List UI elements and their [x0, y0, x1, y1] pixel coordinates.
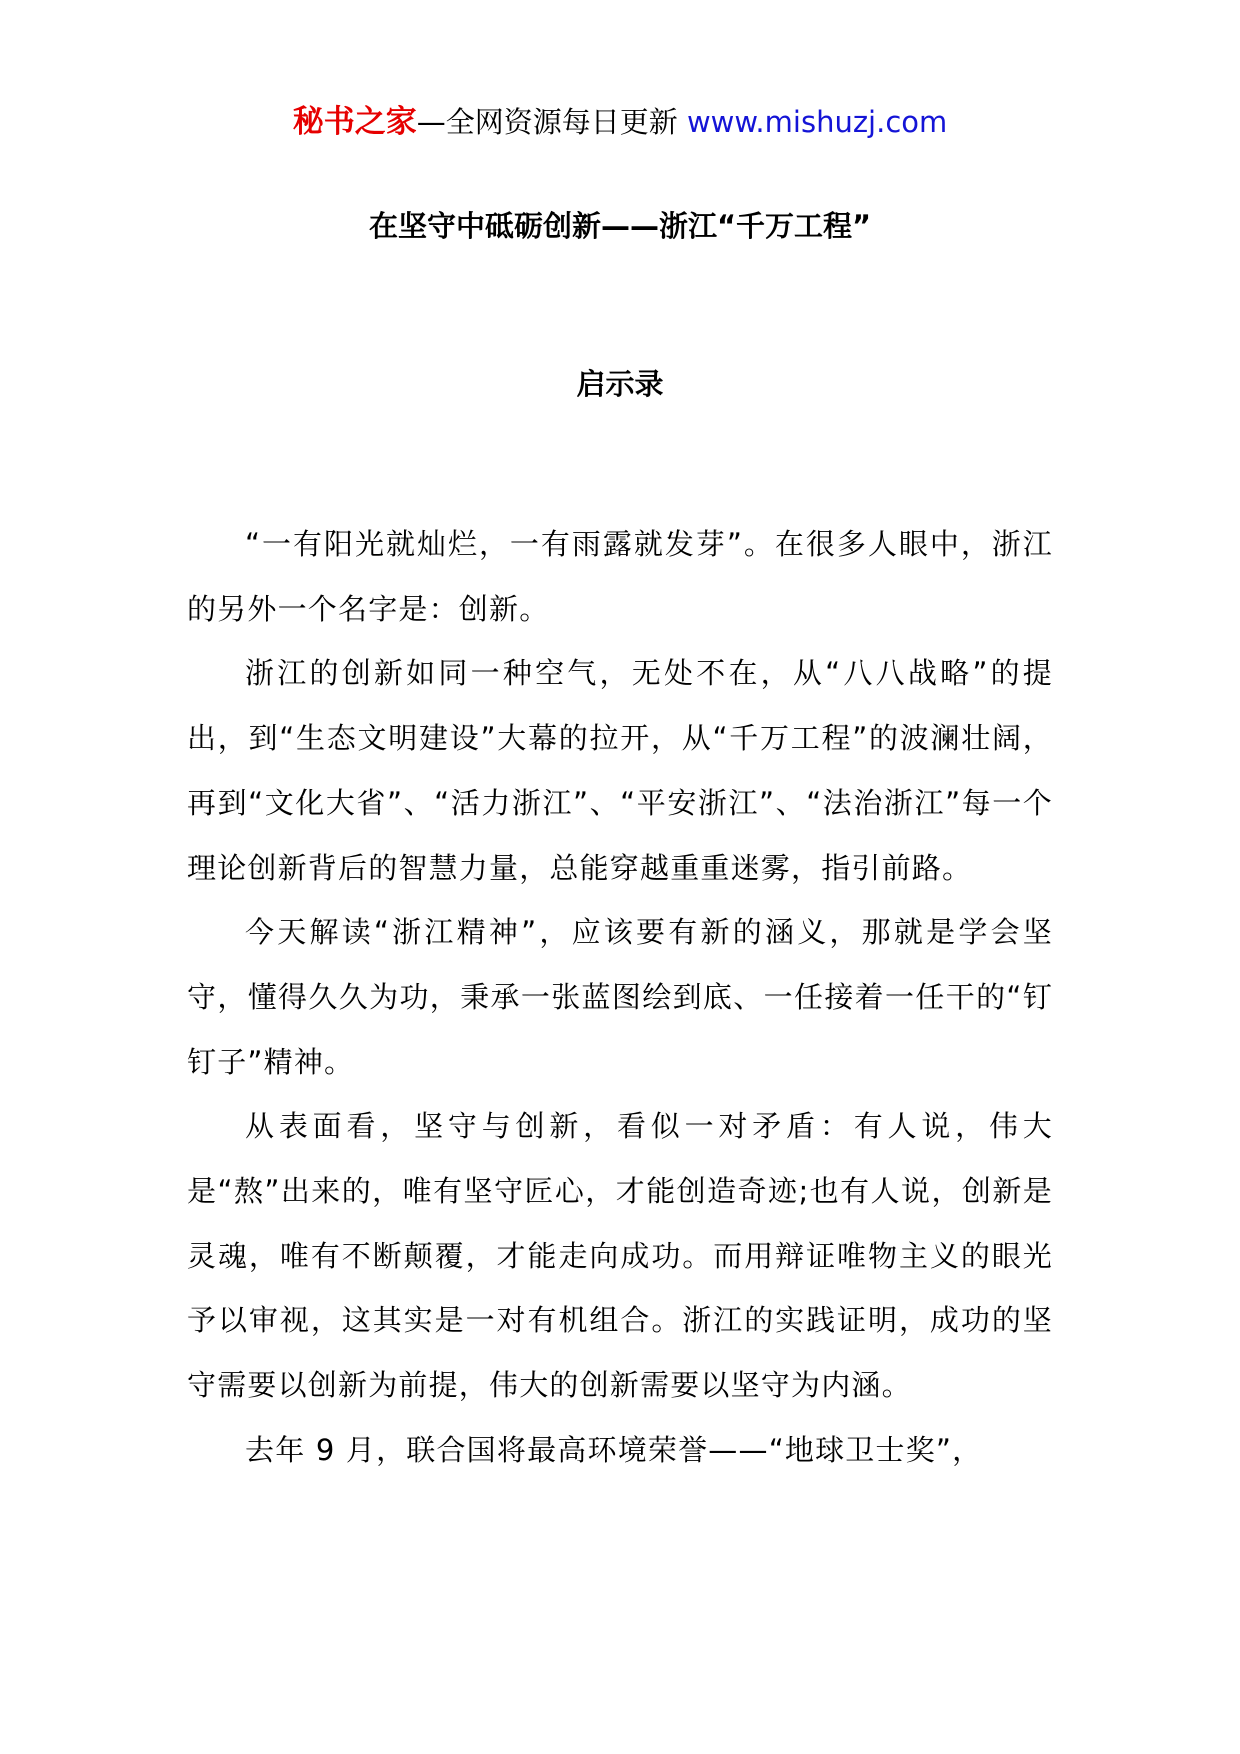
body-paragraph: “一有阳光就灿烂，一有雨露就发芽”。在很多人眼中，浙江的另外一个名字是：创新。 — [187, 527, 1053, 626]
body-paragraph: 去年 9 月，联合国将最高环境荣誉——“地球卫士奖”， — [245, 1432, 983, 1467]
site-brand: 秘书之家 — [292, 104, 417, 140]
body-paragraph: 浙江的创新如同一种空气，无处不在，从“八八战略”的提出，到“生态文明建设”大幕的拉开，从“千万工程”的波澜壮阔，再到“文化大省”、“活力浙江”、“平安浙江”、“法治浙江”每一个理论创新背后的智慧力量，总能穿越重重迷雾，指引前路。 — [187, 656, 1053, 885]
body-paragraph: 今天解读“浙江精神”，应该要有新的涵义，那就是学会坚守，懂得久久为功，秉承一张蓝图绘到底、一任接着一任干的“钉钉子”精神。 — [187, 915, 1053, 1079]
body-paragraph: 从表面看，坚守与创新，看似一对矛盾：有人说，伟大是“熬”出来的，唯有坚守匠心，才能创造奇迹;也有人说，创新是灵魂，唯有不断颠覆，才能走向成功。而用辩证唯物主义的眼光予以审视，这其实是一对有机组合。浙江的实践证明，成功的坚守需要以创新为前提，伟大的创新需要以坚守为内涵。 — [187, 1109, 1053, 1403]
site-header — [0, 102, 1240, 142]
document-title-continued: 启示录 — [576, 367, 664, 401]
site-tagline: —全网资源每日更新 — [416, 105, 687, 139]
document-body — [187, 512, 1053, 1483]
site-url-link[interactable]: www.mishuzj.com — [686, 105, 948, 139]
document-title: 在坚守中砥砺创新——浙江“千万工程” — [368, 209, 872, 243]
